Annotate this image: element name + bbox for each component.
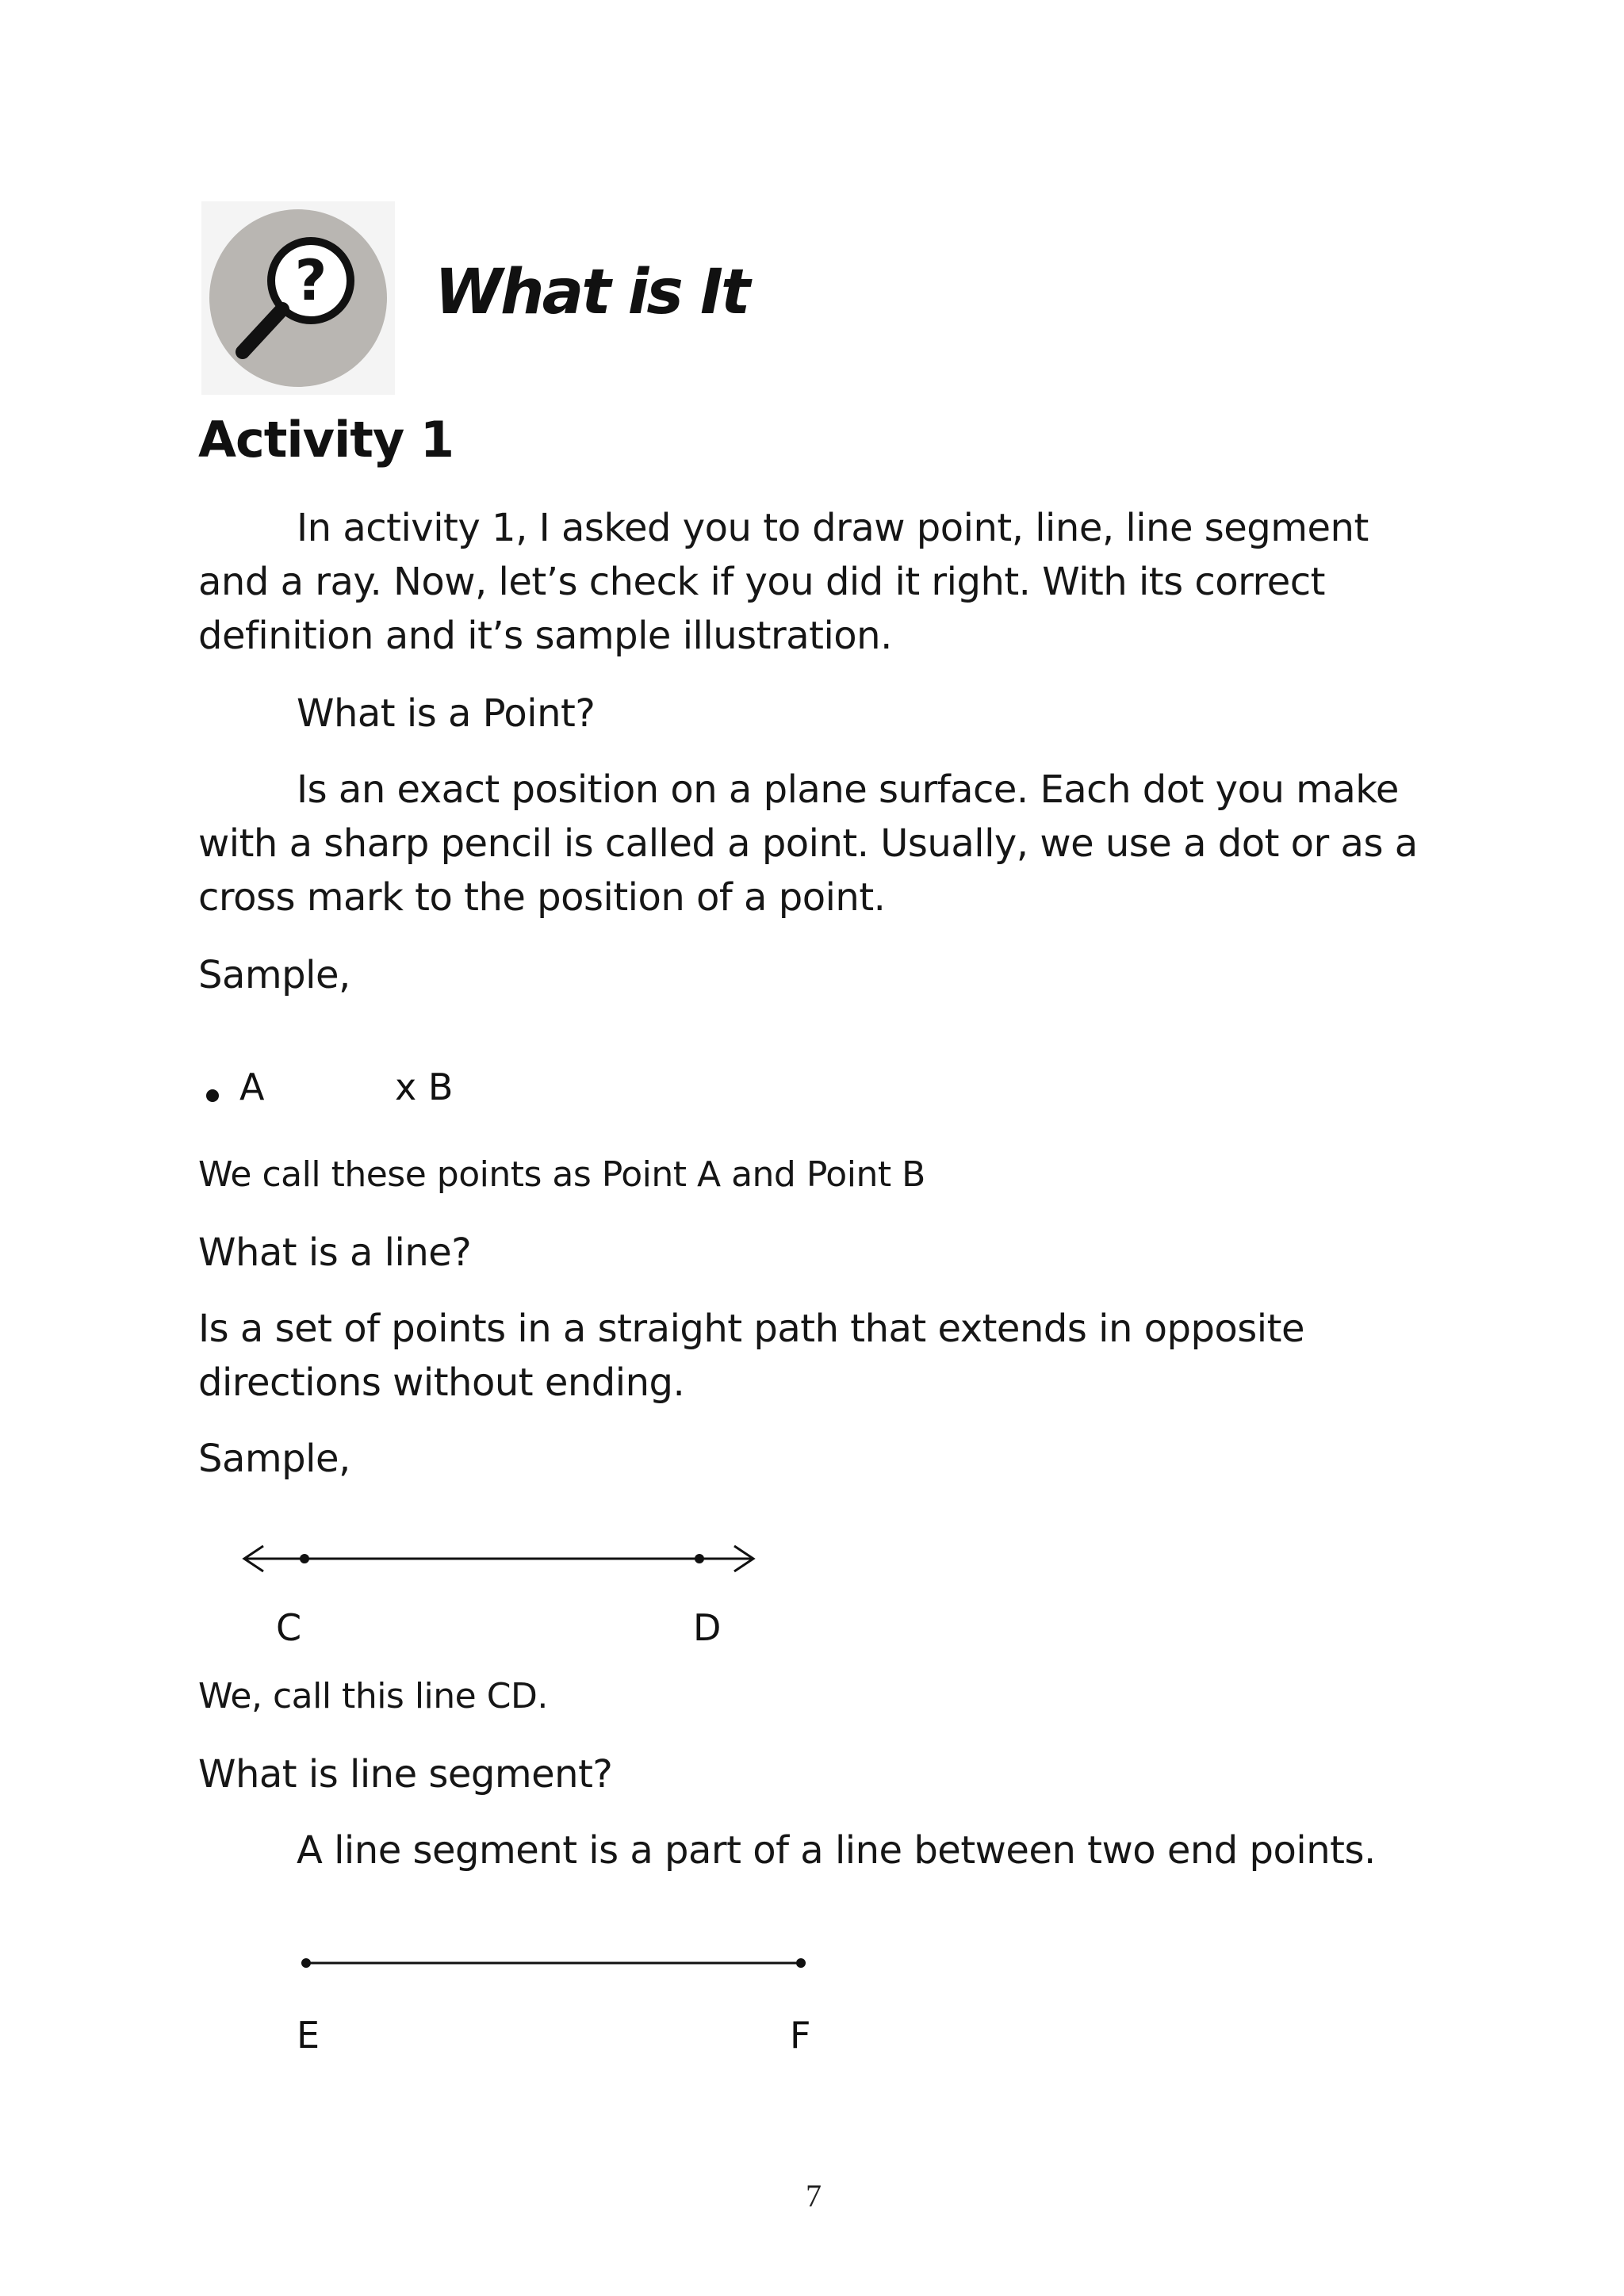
section-title: Activity 1 bbox=[198, 411, 454, 469]
svg-text:?: ? bbox=[294, 248, 327, 313]
magnifier-question-icon-frame bbox=[201, 201, 395, 395]
segment-ef-diagram bbox=[293, 1947, 817, 1979]
point-caption: We call these points as Point A and Point B bbox=[198, 1154, 925, 1195]
line-definition: Is a set of points in a straight path that extends in opposite directions without ending. bbox=[198, 1307, 1304, 1405]
segment-definition: A line segment is a part of a line between two end points. bbox=[297, 1828, 1376, 1873]
line-label-c: C bbox=[276, 1606, 302, 1649]
point-e-dot bbox=[301, 1958, 311, 1968]
segment-label-e: E bbox=[297, 2014, 320, 2057]
point-question: What is a Point? bbox=[297, 691, 596, 736]
line-caption: We, call this line CD. bbox=[198, 1676, 548, 1716]
line-cd-diagram bbox=[230, 1535, 785, 1582]
segment-question: What is line segment? bbox=[198, 1752, 613, 1797]
page-number: 7 bbox=[806, 2178, 822, 2214]
intro-paragraph: In activity 1, I asked you to draw point, line, line segment and a ray. Now, let’s check if you did it right. With its correct definition and it’s sample illustration. bbox=[198, 506, 1369, 658]
line-question: What is a line? bbox=[198, 1230, 472, 1275]
point-sample-label: Sample, bbox=[198, 953, 350, 997]
segment-label-f: F bbox=[790, 2014, 811, 2057]
page-heading: What is It bbox=[435, 257, 749, 328]
point-d-dot bbox=[695, 1554, 704, 1563]
magnifier-question-icon bbox=[201, 201, 395, 395]
line-label-d: D bbox=[693, 1606, 722, 1649]
point-a-label: A bbox=[239, 1066, 265, 1108]
point-a-dot bbox=[203, 1086, 222, 1105]
point-f-dot bbox=[796, 1958, 806, 1968]
point-c-dot bbox=[300, 1554, 309, 1563]
point-definition: Is an exact position on a plane surface. Each dot you make with a sharp pencil is called a point. Usually, we use a dot or as a cross mark to the position of a point. bbox=[198, 767, 1418, 920]
point-b-label: x B bbox=[395, 1066, 454, 1108]
line-sample-label: Sample, bbox=[198, 1437, 350, 1481]
